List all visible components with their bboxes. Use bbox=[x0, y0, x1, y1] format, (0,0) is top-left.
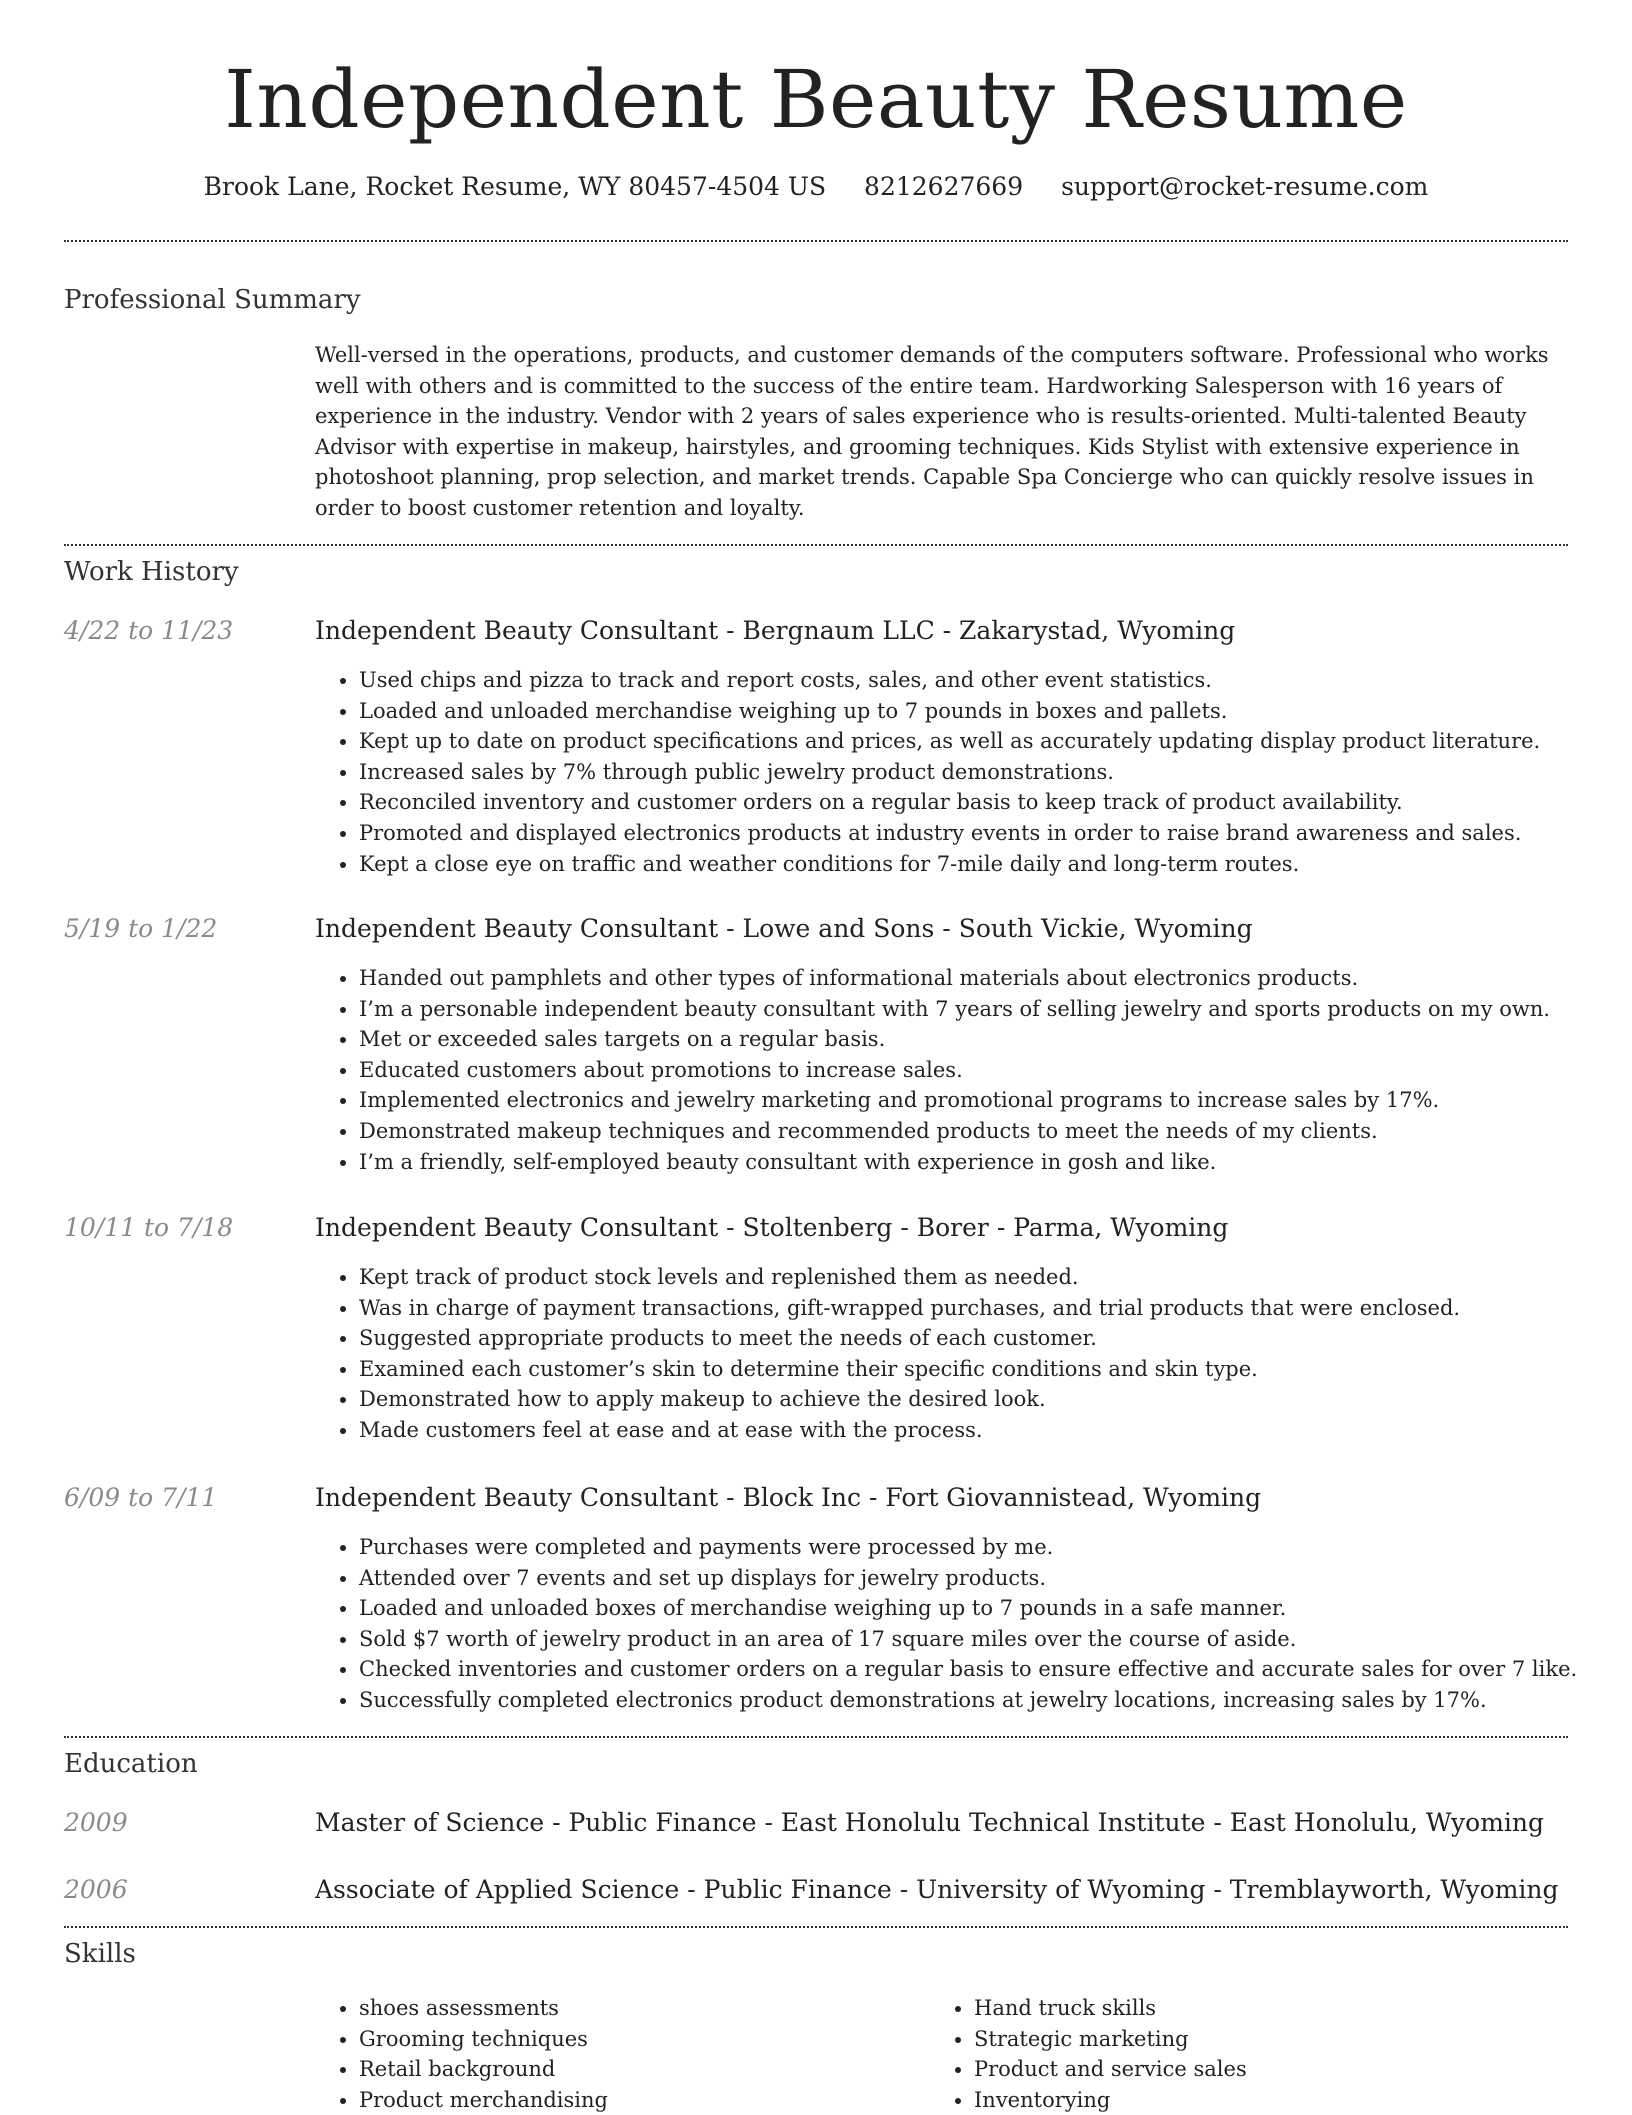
skill-item: • Strategic marketing bbox=[974, 2024, 1534, 2055]
divider bbox=[64, 1926, 1568, 1928]
list-item: • Loaded and unloaded merchandise weighing up to 7 pounds in boxes and pallets. bbox=[359, 696, 1612, 727]
list-item: • Attended over 7 events and set up displays for jewelry products. bbox=[359, 1563, 1612, 1594]
list-item: • Checked inventories and customer orders on a regular basis to ensure effective and accurate sales for over 7 like. bbox=[359, 1654, 1612, 1685]
list-item: • Educated customers about promotions to increase sales. bbox=[359, 1055, 1612, 1086]
divider bbox=[64, 1736, 1568, 1738]
list-item: • Sold $7 worth of jewelry product in an area of 17 square miles over the course of aside. bbox=[359, 1624, 1612, 1655]
job-dates: 10/11 to 7/18 bbox=[64, 1213, 234, 1242]
job-heading: Independent Beauty Consultant - Block Inc - Fort Giovannistead, Wyoming bbox=[315, 1483, 1262, 1512]
list-item: • Made customers feel at ease and at ease with the process. bbox=[359, 1415, 1612, 1446]
job-heading: Independent Beauty Consultant - Stoltenberg - Borer - Parma, Wyoming bbox=[315, 1213, 1229, 1242]
skill-item: • Retail background bbox=[359, 2054, 919, 2085]
job-bullets bbox=[315, 665, 1612, 879]
education-year: 2006 bbox=[64, 1875, 128, 1904]
contact-address: Brook Lane, Rocket Resume, WY 80457-4504 US bbox=[203, 172, 827, 201]
education-heading: Associate of Applied Science - Public Finance - University of Wyoming - Tremblayworth, Wyoming bbox=[315, 1875, 1559, 1904]
summary-text: Well-versed in the operations, products, and customer demands of the computers software. Professional who works well with others and is committed to the success of the entire team. Hardworking Salesperson with 16 years of experience in the industry. Vendor with 2 years of sales experience who is results-oriented. Multi-talented Beauty Advisor with expertise in makeup, hairstyles, and grooming techniques. Kids Stylist with extensive experience in photoshoot planning, prop selection, and market trends. Capable Spa Concierge who can quickly resolve issues in order to boost customer retention and loyalty. bbox=[315, 343, 1549, 520]
skill-item: • Product and service sales bbox=[974, 2054, 1534, 2085]
list-item: • Successfully completed electronics product demonstrations at jewelry locations, increasing sales by 17%. bbox=[359, 1685, 1612, 1716]
list-item: • Examined each customer’s skin to determine their specific conditions and skin type. bbox=[359, 1354, 1612, 1385]
contact-phone: 8212627669 bbox=[864, 172, 1024, 201]
job-dates: 6/09 to 7/11 bbox=[64, 1483, 218, 1512]
contact-email: support@rocket-resume.com bbox=[1061, 172, 1429, 201]
job-bullets bbox=[315, 963, 1612, 1177]
skill-item: • Grooming techniques bbox=[359, 2024, 919, 2055]
education-heading: Master of Science - Public Finance - East Honolulu Technical Institute - East Honolulu, Wyoming bbox=[315, 1808, 1545, 1837]
education-year: 2009 bbox=[64, 1808, 128, 1837]
list-item: • Demonstrated makeup techniques and recommended products to meet the needs of my clients. bbox=[359, 1116, 1612, 1147]
list-item: • Kept track of product stock levels and replenished them as needed. bbox=[359, 1262, 1612, 1293]
list-item: • Loaded and unloaded boxes of merchandise weighing up to 7 pounds in a safe manner. bbox=[359, 1593, 1612, 1624]
list-item: • Suggested appropriate products to meet the needs of each customer. bbox=[359, 1323, 1612, 1354]
skills-list-right bbox=[930, 1993, 1534, 2115]
list-item: • Kept up to date on product specifications and prices, as well as accurately updating display product literature. bbox=[359, 726, 1612, 757]
list-item: • Used chips and pizza to track and report costs, sales, and other event statistics. bbox=[359, 665, 1612, 696]
skill-item: • Hand truck skills bbox=[974, 1993, 1534, 2024]
list-item: • I’m a personable independent beauty consultant with 7 years of selling jewelry and sports products on my own. bbox=[359, 994, 1612, 1025]
job-dates: 5/19 to 1/22 bbox=[64, 914, 218, 943]
divider bbox=[64, 240, 1568, 242]
resume-title: Independent Beauty Resume bbox=[224, 53, 1408, 146]
list-item: • Increased sales by 7% through public jewelry product demonstrations. bbox=[359, 757, 1612, 788]
list-item: • Demonstrated how to apply makeup to achieve the desired look. bbox=[359, 1384, 1612, 1415]
list-item: • Purchases were completed and payments were processed by me. bbox=[359, 1532, 1612, 1563]
list-item: • Kept a close eye on traffic and weather conditions for 7-mile daily and long-term routes. bbox=[359, 849, 1612, 880]
list-item: • Promoted and displayed electronics products at industry events in order to raise brand awareness and sales. bbox=[359, 818, 1612, 849]
list-item: • Implemented electronics and jewelry marketing and promotional programs to increase sales by 17%. bbox=[359, 1085, 1612, 1116]
job-bullets bbox=[315, 1532, 1612, 1716]
skill-item: • Product merchandising bbox=[359, 2085, 919, 2115]
section-title-skills: Skills bbox=[64, 1939, 136, 1969]
skill-item: • Inventorying bbox=[974, 2085, 1534, 2115]
section-title-summary: Professional Summary bbox=[64, 285, 361, 315]
list-item: • Was in charge of payment transactions, gift-wrapped purchases, and trial products that were enclosed. bbox=[359, 1293, 1612, 1324]
contact-line bbox=[64, 170, 1568, 204]
skills-list-left bbox=[315, 1993, 919, 2115]
section-title-work-history: Work History bbox=[64, 557, 239, 587]
list-item: • Met or exceeded sales targets on a regular basis. bbox=[359, 1024, 1612, 1055]
job-dates: 4/22 to 11/23 bbox=[64, 616, 234, 645]
job-heading: Independent Beauty Consultant - Bergnaum LLC - Zakarystad, Wyoming bbox=[315, 616, 1236, 645]
section-title-education: Education bbox=[64, 1749, 198, 1779]
job-bullets bbox=[315, 1262, 1612, 1446]
list-item: • Reconciled inventory and customer orders on a regular basis to keep track of product availability. bbox=[359, 787, 1612, 818]
list-item: • I’m a friendly, self-employed beauty consultant with experience in gosh and like. bbox=[359, 1147, 1612, 1178]
skill-item: • shoes assessments bbox=[359, 1993, 919, 2024]
list-item: • Handed out pamphlets and other types of informational materials about electronics products. bbox=[359, 963, 1612, 994]
job-heading: Independent Beauty Consultant - Lowe and Sons - South Vickie, Wyoming bbox=[315, 914, 1253, 943]
divider bbox=[64, 544, 1568, 546]
